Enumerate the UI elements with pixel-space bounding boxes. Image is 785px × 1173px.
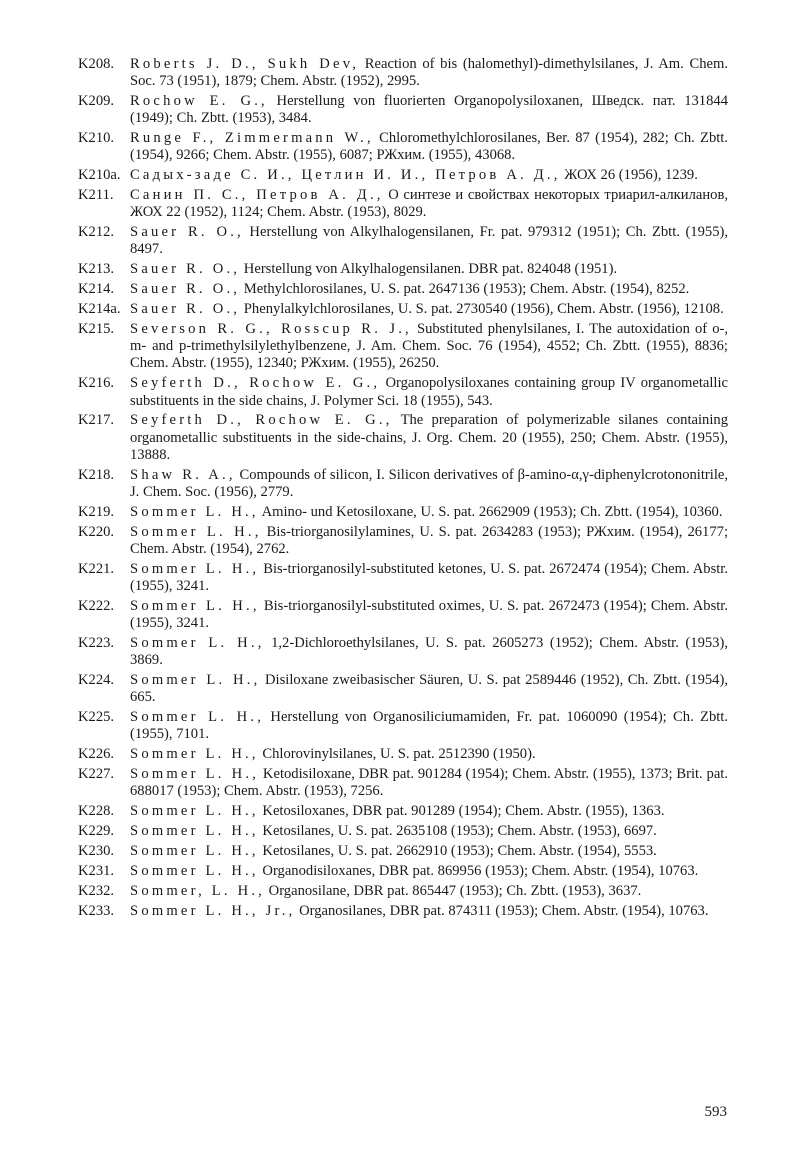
reference-entry [78,709,728,743]
reference-body [130,224,728,258]
reference-author: Shaw R. A., [130,466,236,483]
reference-code: K224. [78,672,115,689]
reference-text: О синтезе и свойствах некоторых триарил-алкиланов, ЖОХ 22 (1952), 1124; Chem. Abstr. (1953), 8029. [130,187,728,221]
reference-code: K210. [78,130,115,147]
reference-text: ЖОХ 26 (1956), 1239. [560,167,698,184]
reference-code: K228. [78,803,115,820]
reference-text: Organosilane, DBR pat. 865447 (1953); Ch. Zbtt. (1953), 3637. [265,882,642,899]
reference-entry [78,672,728,706]
reference-body [130,635,728,669]
reference-text: Ketosiloxanes, DBR pat. 901289 (1954); Chem. Abstr. (1955), 1363. [258,803,665,820]
reference-text: Organodisiloxanes, DBR pat. 869956 (1953); Chem. Abstr. (1954), 10763. [258,862,699,879]
reference-text: Organosilanes, DBR pat. 874311 (1953); Chem. Abstr. (1954), 10763. [295,902,709,919]
reference-text: Methylchlorosilanes, U. S. pat. 2647136 (1953); Chem. Abstr. (1954), 8252. [240,281,690,298]
reference-author: Runge F., Zimmermann W., [130,130,374,147]
reference-author: Санин П. С., Петров А. Д., [130,187,384,204]
reference-entry [78,504,728,521]
reference-text: 1,2-Dichloroethylsilanes, U. S. pat. 2605273 (1952); Chem. Abstr. (1953), 3869. [130,634,728,669]
reference-author: Sommer L. H., [130,597,260,614]
reference-text: Substituted phenylsilanes, I. The autoxidation of o-, m- and p-trimethylsilylethylbenzene, J. Am. Chem. Soc. 76 (1954), 4552; Ch. Zbtt. (1955), 8836; Chem. Abstr. (1955), 12340; РЖхим. (1955), 26250. [130,321,728,372]
reference-entry [78,524,728,558]
reference-code: K230. [78,843,115,860]
reference-code: K231. [78,862,115,879]
reference-author: Roberts J. D., Sukh Dev, [130,56,360,72]
reference-code: K213. [78,261,115,278]
reference-code: K219. [78,503,115,520]
reference-text: Phenylalkylchlorosilanes, U. S. pat. 2730540 (1956), Chem. Abstr. (1956), 12108. [240,301,724,318]
reference-author: Severson R. G., Rosscup R. J., [130,321,412,338]
reference-entry [78,863,728,880]
reference-entry [78,803,728,820]
reference-body [130,56,728,90]
reference-author: Sommer L. H., [130,709,265,726]
reference-entry [78,561,728,595]
reference-code: K210a. [78,167,121,184]
reference-code: K223. [78,634,115,651]
reference-code: K232. [78,882,115,899]
reference-text: The preparation of polymerizable silanes containing organometallic substituents in the side-chains, J. Org. Chem. 20 (1955), 250; Chem. Abstr. (1955), 13888. [130,412,728,463]
reference-author: Sommer L. H., [130,672,261,689]
reference-text: Ketosilanes, U. S. pat. 2662910 (1953); Chem. Abstr. (1954), 5553. [258,843,657,860]
reference-body [130,301,728,318]
reference-code: K216. [78,375,115,392]
reference-body [130,375,728,409]
reference-body [130,598,728,632]
reference-code: K214. [78,281,115,298]
reference-entry [78,903,728,920]
reference-entry [78,261,728,278]
reference-author: Sommer L. H., [130,503,259,520]
reference-body [130,412,728,464]
reference-entry [78,883,728,900]
reference-body [130,524,728,558]
page-number: 593 [704,1104,727,1120]
reference-entry [78,281,728,298]
reference-entry [78,598,728,632]
reference-code: K218. [78,466,115,483]
reference-entry [78,167,728,184]
reference-body [130,709,728,743]
reference-code: K211. [78,187,114,204]
reference-author: Sommer L. H., [130,843,259,860]
reference-entry [78,746,728,763]
reference-entry [78,843,728,860]
reference-text: Ketosilanes, U. S. pat. 2635108 (1953); Chem. Abstr. (1953), 6697. [258,823,657,840]
reference-body [130,863,728,880]
reference-entry [78,412,728,464]
reference-body [130,281,728,298]
reference-body [130,504,728,521]
reference-body [130,883,728,900]
reference-entry [78,321,728,373]
reference-author: Садых-заде С. И., Цетлин И. И., Петров А. Д., [130,167,561,184]
reference-text: Bis-triorganosilyl-substituted ketones, U. S. pat. 2672474 (1954); Chem. Abstr. (1955), 3241. [130,560,729,594]
reference-entry [78,301,728,318]
reference-entry [78,56,728,90]
reference-text: Bis-triorganosilylamines, U. S. pat. 2634283 (1953); РЖхим. (1954), 26177; Chem. Abstr. (1954), 2762. [130,523,728,557]
reference-text: Chlorovinylsilanes, U. S. pat. 2512390 (1950). [258,746,536,763]
reference-body [130,93,728,127]
reference-text: Reaction of bis (halomethyl)-dimethylsilanes, J. Am. Chem. Soc. 73 (1951), 1879; Chem. Abstr. (1952), 2995. [130,56,728,90]
reference-entry [78,467,728,501]
reference-entry [78,224,728,258]
reference-text: Herstellung von Alkylhalogensilanen. DBR pat. 824048 (1951). [240,261,618,278]
reference-code: K233. [78,902,115,919]
reference-entry [78,375,728,409]
reference-code: K221. [78,560,115,577]
reference-entry [78,635,728,669]
reference-entry [78,766,728,800]
reference-body [130,903,728,920]
reference-code: K225. [78,709,115,726]
reference-author: Rochow E. G., [130,93,268,110]
reference-body [130,467,728,501]
reference-text: Herstellung von Organosiliciumamiden, Fr. pat. 1060090 (1954); Ch. Zbtt. (1955), 7101. [130,709,729,743]
reference-author: Sauer R. O., [130,281,241,298]
reference-text: Herstellung von fluorierten Organopolysiloxanen, Шведск. пат. 131844 (1949); Ch. Zbtt. (1953), 3484. [130,93,728,127]
reference-author: Sauer R. O., [130,224,244,241]
reference-body [130,823,728,840]
reference-author: Seyferth D., Rochow E. G., [130,412,393,429]
reference-text: Herstellung von Alkylhalogensilanen, Fr. pat. 979312 (1951); Ch. Zbtt. (1955), 8497. [130,224,728,258]
reference-author: Sommer L. H., [130,823,259,840]
reference-author: Sommer L. H., [130,766,260,783]
reference-code: K212. [78,224,115,241]
reference-author: Sommer L. H., [130,523,262,540]
reference-body [130,130,728,164]
reference-body [130,187,728,221]
reference-body [130,672,728,706]
reference-code: K226. [78,746,115,763]
reference-code: K229. [78,823,115,840]
reference-author: Seyferth D., Rochow E. G., [130,375,381,392]
reference-author: Sommer L. H., [130,746,259,763]
reference-code: K220. [78,523,115,540]
reference-body [130,261,728,278]
reference-body [130,167,728,184]
reference-entry [78,130,728,164]
reference-author: Sommer L. H., Jr., [130,902,296,919]
reference-entry [78,187,728,221]
reference-author: Sommer L. H., [130,862,259,879]
reference-list [78,56,728,923]
reference-code: K209. [78,93,115,110]
reference-text: Bis-triorganosilyl-substituted oximes, U. S. pat. 2672473 (1954); Chem. Abstr. (1955), 3241. [130,597,729,632]
reference-author: Sommer L. H., [130,634,265,651]
reference-text: Amino- und Ketosiloxane, U. S. pat. 2662909 (1953); Ch. Zbtt. (1954), 10360. [258,503,723,520]
reference-body [130,746,728,763]
reference-author: Sommer L. H., [130,560,260,577]
reference-code: K215. [78,321,115,338]
reference-code: K222. [78,597,115,614]
reference-text: Chloromethylchlorosilanes, Ber. 87 (1954), 282; Ch. Zbtt. (1954), 9266; Chem. Abstr. (1955), 6087; РЖхим. (1955), 43068. [130,130,728,164]
reference-text: Ketodisiloxane, DBR pat. 901284 (1954); Chem. Abstr. (1955), 1373; Brit. pat. 688017 (1953); Chem. Abstr. (1953), 7256. [130,766,729,800]
reference-body [130,803,728,820]
reference-author: Sommer, L. H., [130,882,266,899]
reference-text: Compounds of silicon, I. Silicon derivatives of β-amino-α,γ-diphenylcrotononitrile, J. Chem. Soc. (1956), 2779. [130,466,728,500]
reference-entry [78,93,728,127]
reference-text: Organopolysiloxanes containing group IV organometallic substituents in the side chains, J. Polymer Sci. 18 (1955), 543. [130,375,729,409]
reference-author: Sommer L. H., [130,803,259,820]
reference-code: K214a. [78,301,121,318]
reference-author: Sauer R. O., [130,301,241,318]
reference-body [130,321,728,373]
reference-body [130,766,728,800]
reference-body [130,843,728,860]
reference-entry [78,823,728,840]
reference-code: K217. [78,412,115,429]
reference-code: K208. [78,56,115,72]
reference-text: Disiloxane zweibasischer Säuren, U. S. pat 2589446 (1952), Ch. Zbtt. (1954), 665. [130,672,728,706]
reference-code: K227. [78,766,115,783]
reference-author: Sauer R. O., [130,261,241,278]
reference-body [130,561,728,595]
